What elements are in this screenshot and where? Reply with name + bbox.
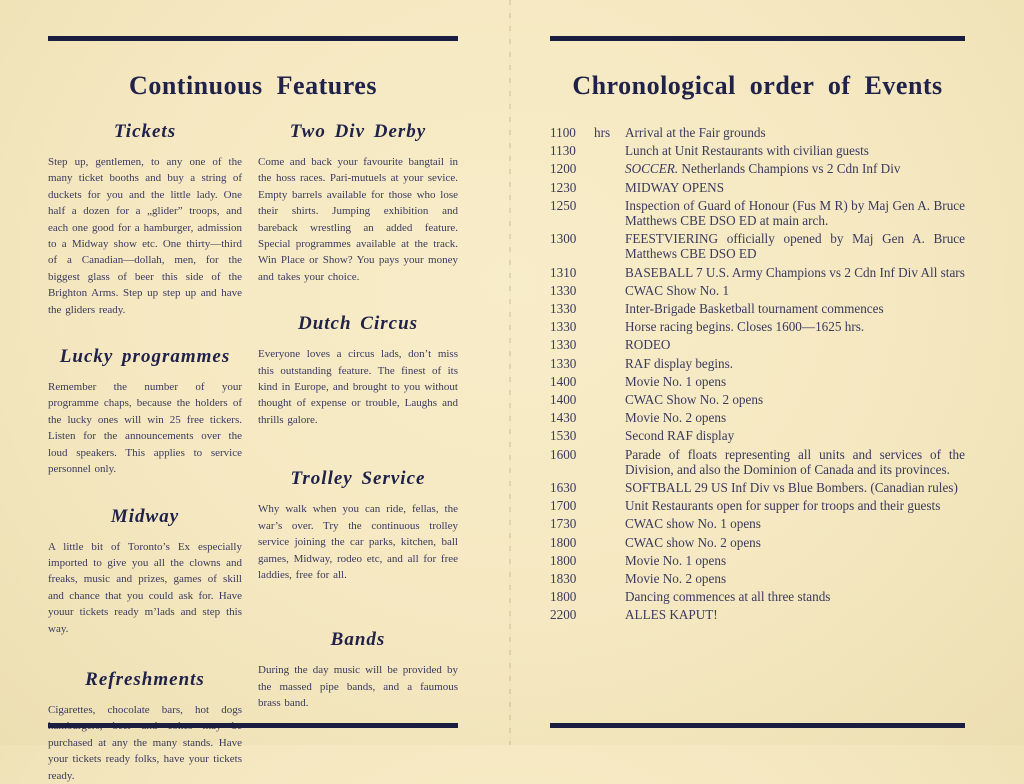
event-description: CWAC show No. 1 opens xyxy=(625,516,761,532)
feature-body: Cigarettes, chocolate bars, hot dogs hamburgers, beer and cokes may be purchased at any the many stands. Have your tickets ready folks, have your tickets ready. xyxy=(48,703,242,782)
event-description: Parade of floats representing all units and services of the Division, and also the Dominion of Canada and its provinces. xyxy=(625,446,965,477)
feature-heading: Bands xyxy=(330,629,386,651)
event-description: ALLES KAPUT! xyxy=(625,607,718,623)
top-rule-left xyxy=(48,36,458,41)
event-time: 1800 xyxy=(550,534,577,550)
features-columns xyxy=(48,121,458,784)
event-description: CWAC Show No. 2 opens xyxy=(625,392,764,408)
feature-section xyxy=(258,468,458,583)
event-description: Lunch at Unit Restaurants with civilian guests xyxy=(625,143,869,159)
event-time: 1300 xyxy=(550,231,577,247)
event-row xyxy=(550,143,965,158)
event-time: 1400 xyxy=(550,373,577,389)
event-time: 2200 xyxy=(550,607,577,623)
event-time: 1430 xyxy=(550,410,577,426)
feature-section xyxy=(48,121,242,318)
event-row xyxy=(550,607,965,622)
event-row xyxy=(550,180,965,195)
features-column-1 xyxy=(48,121,242,784)
event-time: 1800 xyxy=(550,552,577,568)
feature-heading: Tickets xyxy=(113,121,177,142)
event-row xyxy=(550,283,965,298)
event-time: 1730 xyxy=(550,516,577,532)
feature-heading: Refreshments xyxy=(85,668,205,690)
event-description: Inter-Brigade Basketball tournament commences xyxy=(625,301,884,317)
event-description: SOCCER. Netherlands Champions vs 2 Cdn Inf Div xyxy=(625,161,901,177)
feature-body: Come and back your favourite bangtail in the hoss races. Pari-mutuels at your sevice. Empty barrels available for those who lose their shirts. Jumping exhibition and bareback wrestling an added feature. Special programmes available at the track. Win Place or Show? You pays your money and takes your choice. xyxy=(258,156,458,283)
event-description: Dancing commences at all three stands xyxy=(625,589,831,605)
event-row xyxy=(550,356,965,371)
event-row xyxy=(550,410,965,425)
event-row xyxy=(550,265,965,280)
right-page-title: Chronological order of Events xyxy=(572,71,943,100)
event-row xyxy=(550,392,965,407)
feature-heading: Lucky programmes xyxy=(59,346,231,368)
event-time: 1250 xyxy=(550,197,577,213)
event-time: 1600 xyxy=(550,446,577,462)
feature-heading: Dutch Circus xyxy=(297,313,419,335)
bottom-rule-left xyxy=(48,723,458,728)
event-time: 1830 xyxy=(550,571,577,587)
feature-section xyxy=(258,313,458,428)
event-description: Movie No. 1 opens xyxy=(625,373,727,389)
event-time: 1800 xyxy=(550,589,577,605)
event-description: Inspection of Guard of Honour (Fus M R) by Maj Gen A. Bruce Matthews CBE DSO ED at main arch. xyxy=(625,197,965,229)
event-time: 1130 xyxy=(550,143,576,159)
event-row xyxy=(550,498,965,513)
feature-section xyxy=(258,121,458,285)
event-row xyxy=(550,319,965,334)
event-description: Second RAF display xyxy=(625,428,735,444)
event-row xyxy=(550,535,965,550)
event-row xyxy=(550,198,965,228)
feature-body: During the day music will be provided by the massed pipe bands, and a faumous brass band. xyxy=(258,664,458,710)
event-row xyxy=(550,231,965,261)
event-time: 1330 xyxy=(550,319,577,335)
event-description: CWAC Show No. 1 xyxy=(625,282,730,298)
event-row xyxy=(550,337,965,352)
events-list xyxy=(550,125,965,623)
event-description: SOFTBALL 29 US Inf Div vs Blue Bombers. (Canadian rules) xyxy=(625,480,958,496)
event-time: 1100 xyxy=(550,125,576,140)
event-time: 1630 xyxy=(550,480,577,496)
event-description: BASEBALL 7 U.S. Army Champions vs 2 Cdn Inf Div All stars xyxy=(625,264,965,280)
feature-body: Everyone loves a circus lads, don’t miss this outstanding feature. The finest of its kind in Europe, and brought to you without thought of expense or trouble, Laughs and thrills galore. xyxy=(258,348,458,426)
event-row xyxy=(550,161,965,176)
feature-body: A little bit of Toronto’s Ex especially imported to give you all the clowns and freaks, music and prizes, games of skill and chance that you could ask for. Have youur tickets ready m’lads and step this way. xyxy=(48,540,242,635)
page-fold xyxy=(509,0,511,745)
feature-section xyxy=(258,629,458,711)
event-row xyxy=(550,301,965,316)
event-time: 1330 xyxy=(550,337,577,353)
event-time: 1330 xyxy=(550,301,577,317)
feature-heading: Trolley Service xyxy=(290,468,426,490)
page-continuous-features xyxy=(48,36,458,782)
event-time: 1330 xyxy=(550,282,577,298)
top-rule-right xyxy=(550,36,965,41)
event-description: Unit Restaurants open for supper for troops and their guests xyxy=(625,498,941,514)
event-time: 1310 xyxy=(550,264,577,280)
feature-section xyxy=(48,346,242,477)
event-description: FEESTVIERING officially opened by Maj Gen A. Bruce Matthews CBE DSO ED xyxy=(625,231,965,262)
features-column-2 xyxy=(258,121,458,784)
feature-heading: Two Div Derby xyxy=(289,121,427,142)
event-row xyxy=(550,589,965,604)
event-time: 1330 xyxy=(550,355,577,371)
feature-body: Remember the number of your programme chaps, because the holders of the lucky ones will win 25 free tickers. Listen for the announcements over the loud speakers. This applies to service personnel only. xyxy=(48,381,242,476)
feature-body: Step up, gentlemen, to any one of the many ticket booths and buy a string of duckets for you and the little lady. One half a dozen for a „glider” troops, and each one good for a hamburger, admission to a Midway show etc. One thirty—third of a Canadian—dollah, men, for the biggest glass of beer this side of the Brighton Arms. Step up step up and have the gliders ready. xyxy=(48,156,242,316)
event-description: MIDWAY OPENS xyxy=(625,179,725,195)
event-time: 1200 xyxy=(550,161,577,177)
event-time-suffix: hrs xyxy=(594,125,611,140)
event-row xyxy=(550,480,965,495)
event-emphasis: SOCCER. xyxy=(625,161,679,177)
event-description: Movie No. 2 opens xyxy=(625,410,727,426)
event-time: 1700 xyxy=(550,498,577,514)
event-row xyxy=(550,428,965,443)
event-row xyxy=(550,571,965,586)
event-row xyxy=(550,374,965,389)
event-description: Arrival at the Fair grounds xyxy=(625,125,766,140)
event-description: CWAC show No. 2 opens xyxy=(625,534,761,550)
event-row xyxy=(550,447,965,477)
event-time: 1230 xyxy=(550,179,577,195)
feature-heading: Midway xyxy=(110,505,180,527)
event-description: Movie No. 1 opens xyxy=(625,552,727,568)
event-description: Movie No. 2 opens xyxy=(625,571,727,587)
event-description: RODEO xyxy=(625,337,671,353)
event-description: RAF display begins. xyxy=(625,355,734,371)
feature-body: Why walk when you can ride, fellas, the war’s over. Try the continuous trolley service joining the car parks, kitchen, ball games, Midway, rodeo etc, and all for free laddies, free for all. xyxy=(258,503,458,581)
left-page-title: Continuous Features xyxy=(129,71,377,100)
feature-section xyxy=(48,506,242,637)
event-row xyxy=(550,553,965,568)
bottom-rule-right xyxy=(550,723,965,728)
event-row xyxy=(550,516,965,531)
event-time: 1400 xyxy=(550,392,577,408)
event-description: Horse racing begins. Closes 1600—1625 hrs. xyxy=(625,319,865,335)
event-row xyxy=(550,125,965,140)
page-chronological-events xyxy=(550,36,965,728)
event-time: 1530 xyxy=(550,428,577,444)
